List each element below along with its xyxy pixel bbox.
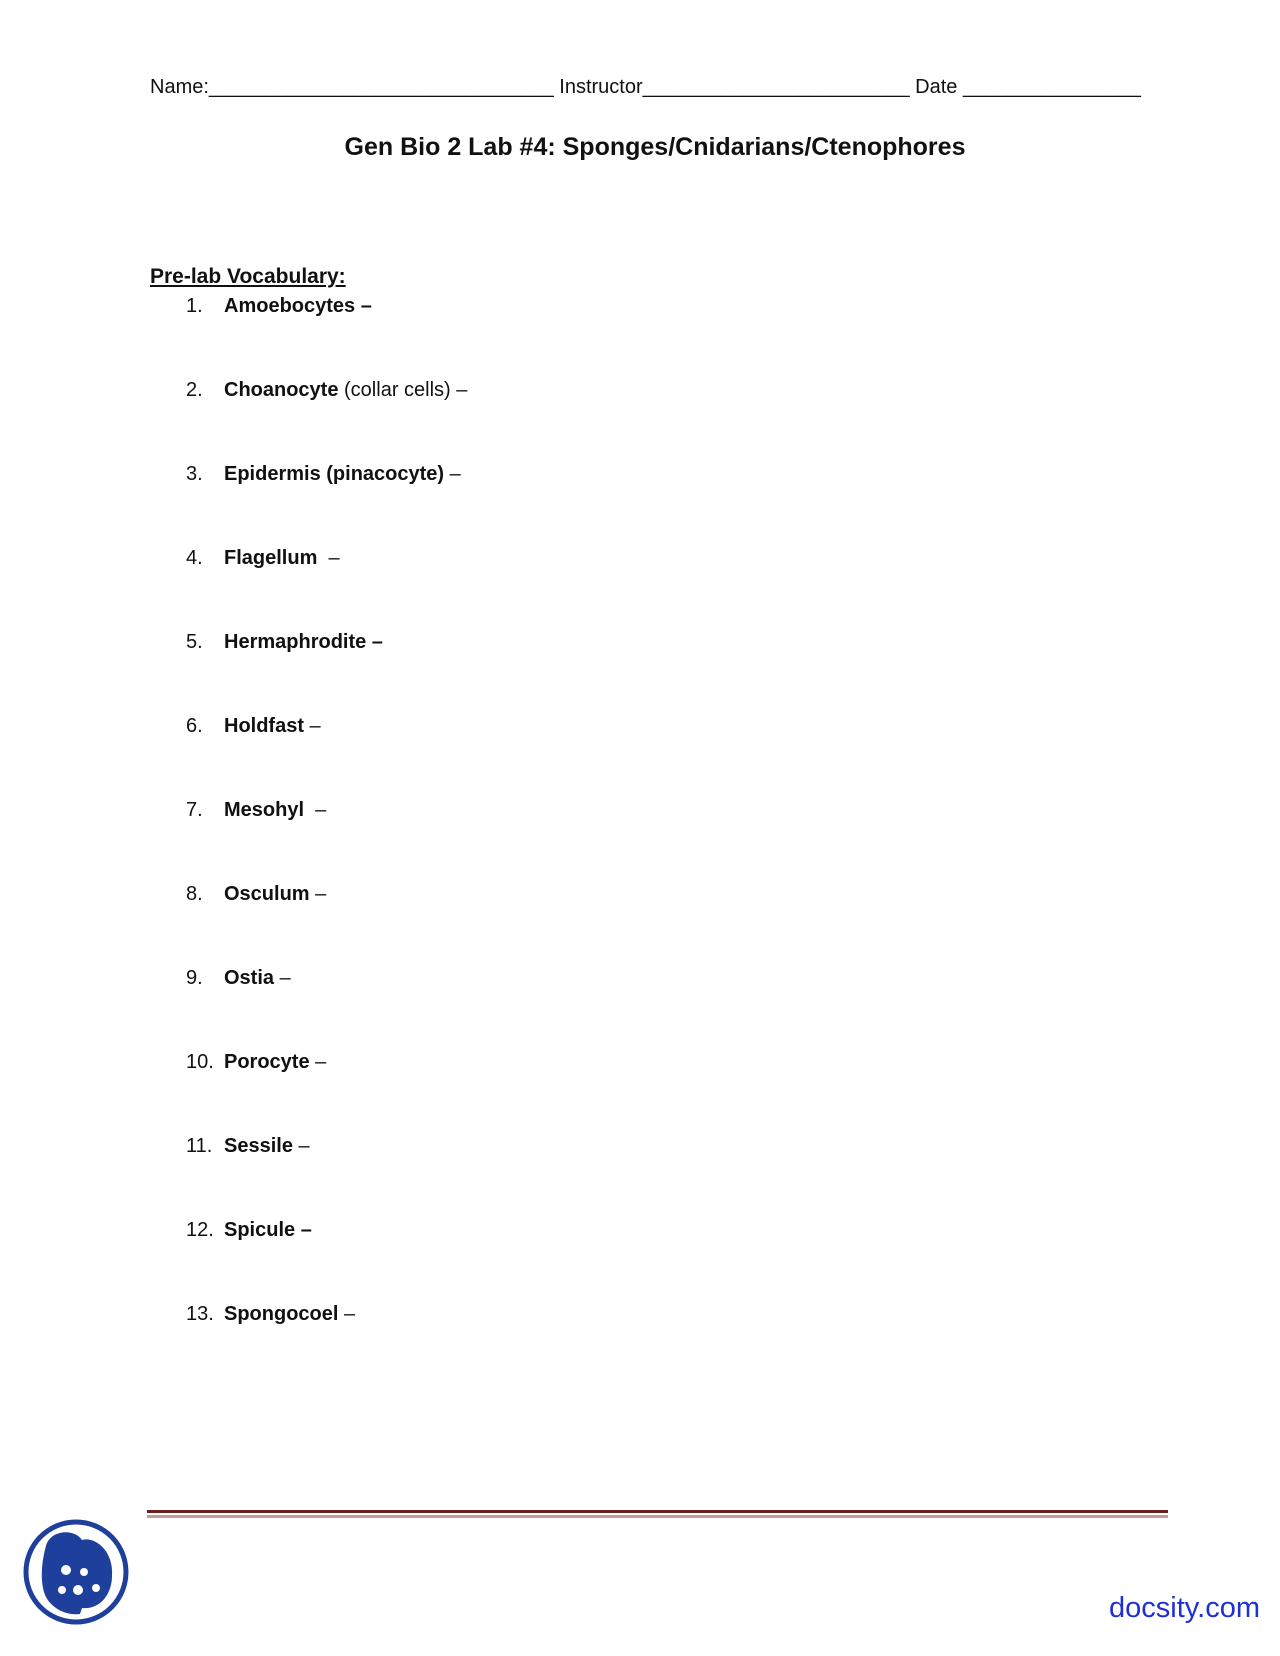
vocab-note: – — [304, 715, 321, 737]
vocab-term: Spongocoel — [224, 1303, 339, 1325]
vocab-item — [186, 1302, 467, 1386]
vocab-term: Ostia — [224, 967, 275, 989]
vocab-note: – — [444, 463, 461, 485]
logo-dot — [58, 1586, 66, 1594]
vocab-item — [186, 966, 467, 1050]
vocab-item — [186, 1050, 467, 1134]
vocab-note: – — [292, 1135, 310, 1157]
vocab-term: Epidermis (pinacocyte) — [224, 463, 445, 485]
vocab-term: Porocyte — [224, 1051, 310, 1073]
vocab-item — [186, 798, 467, 882]
docsity-brand-link[interactable]: docsity.com — [1109, 1592, 1260, 1624]
vocab-number: 1. — [186, 295, 203, 317]
vocab-item — [186, 546, 467, 630]
page-title: Gen Bio 2 Lab #4: Sponges/Cnidarians/Ctenophores — [344, 133, 966, 161]
vocab-note: – — [274, 967, 291, 989]
vocab-note: – — [338, 1303, 356, 1325]
header-fields-line: Name:_______________________________ Instructor________________________ Date ________________ — [150, 76, 1141, 98]
logo-blob — [42, 1532, 112, 1614]
vocab-number: 11. — [186, 1135, 213, 1157]
vocab-number: 12. — [186, 1219, 214, 1241]
footer-rule — [147, 1510, 1168, 1518]
vocab-term: Sessile — [224, 1135, 293, 1157]
vocabulary-list — [186, 294, 467, 1386]
vocab-number: 10. — [186, 1051, 214, 1073]
vocab-term: Flagellum — [224, 547, 318, 569]
vocab-note: – — [309, 1051, 327, 1073]
logo-dot — [80, 1568, 88, 1576]
section-heading: Pre-lab Vocabulary: — [150, 265, 346, 288]
vocab-note: – — [317, 547, 340, 569]
vocab-note: – — [304, 799, 327, 821]
vocab-item — [186, 462, 467, 546]
vocab-number: 4. — [186, 547, 203, 569]
logo-dot — [61, 1565, 71, 1575]
vocab-term: Amoebocytes – — [224, 295, 372, 317]
vocab-item — [186, 630, 467, 714]
vocab-number: 7. — [186, 799, 203, 821]
logo-dot — [73, 1585, 83, 1595]
vocab-term: Holdfast — [224, 715, 304, 737]
vocab-item — [186, 714, 467, 798]
logo-dot — [92, 1584, 100, 1592]
vocab-number: 6. — [186, 715, 203, 737]
vocab-number: 9. — [186, 967, 203, 989]
docsity-logo-icon[interactable] — [20, 1516, 132, 1628]
vocab-term: Osculum — [224, 883, 310, 905]
vocab-number: 2. — [186, 379, 203, 401]
vocab-term: Choanocyte — [224, 379, 339, 401]
vocab-note: – — [309, 883, 327, 905]
vocab-term: Hermaphrodite – — [224, 631, 383, 653]
vocab-number: 3. — [186, 463, 203, 485]
vocab-item — [186, 1134, 467, 1218]
vocab-item — [186, 1218, 467, 1302]
docsity-logo-svg — [20, 1516, 132, 1628]
vocab-term: Spicule – — [224, 1219, 312, 1241]
vocab-number: 5. — [186, 631, 203, 653]
vocab-number: 13. — [186, 1303, 214, 1325]
footer-rule-light — [147, 1515, 1168, 1518]
vocab-number: 8. — [186, 883, 203, 905]
vocab-note: (collar cells) – — [338, 379, 468, 401]
vocab-item — [186, 294, 467, 378]
vocab-item — [186, 378, 467, 462]
vocab-item — [186, 882, 467, 966]
vocab-term: Mesohyl — [224, 799, 305, 821]
